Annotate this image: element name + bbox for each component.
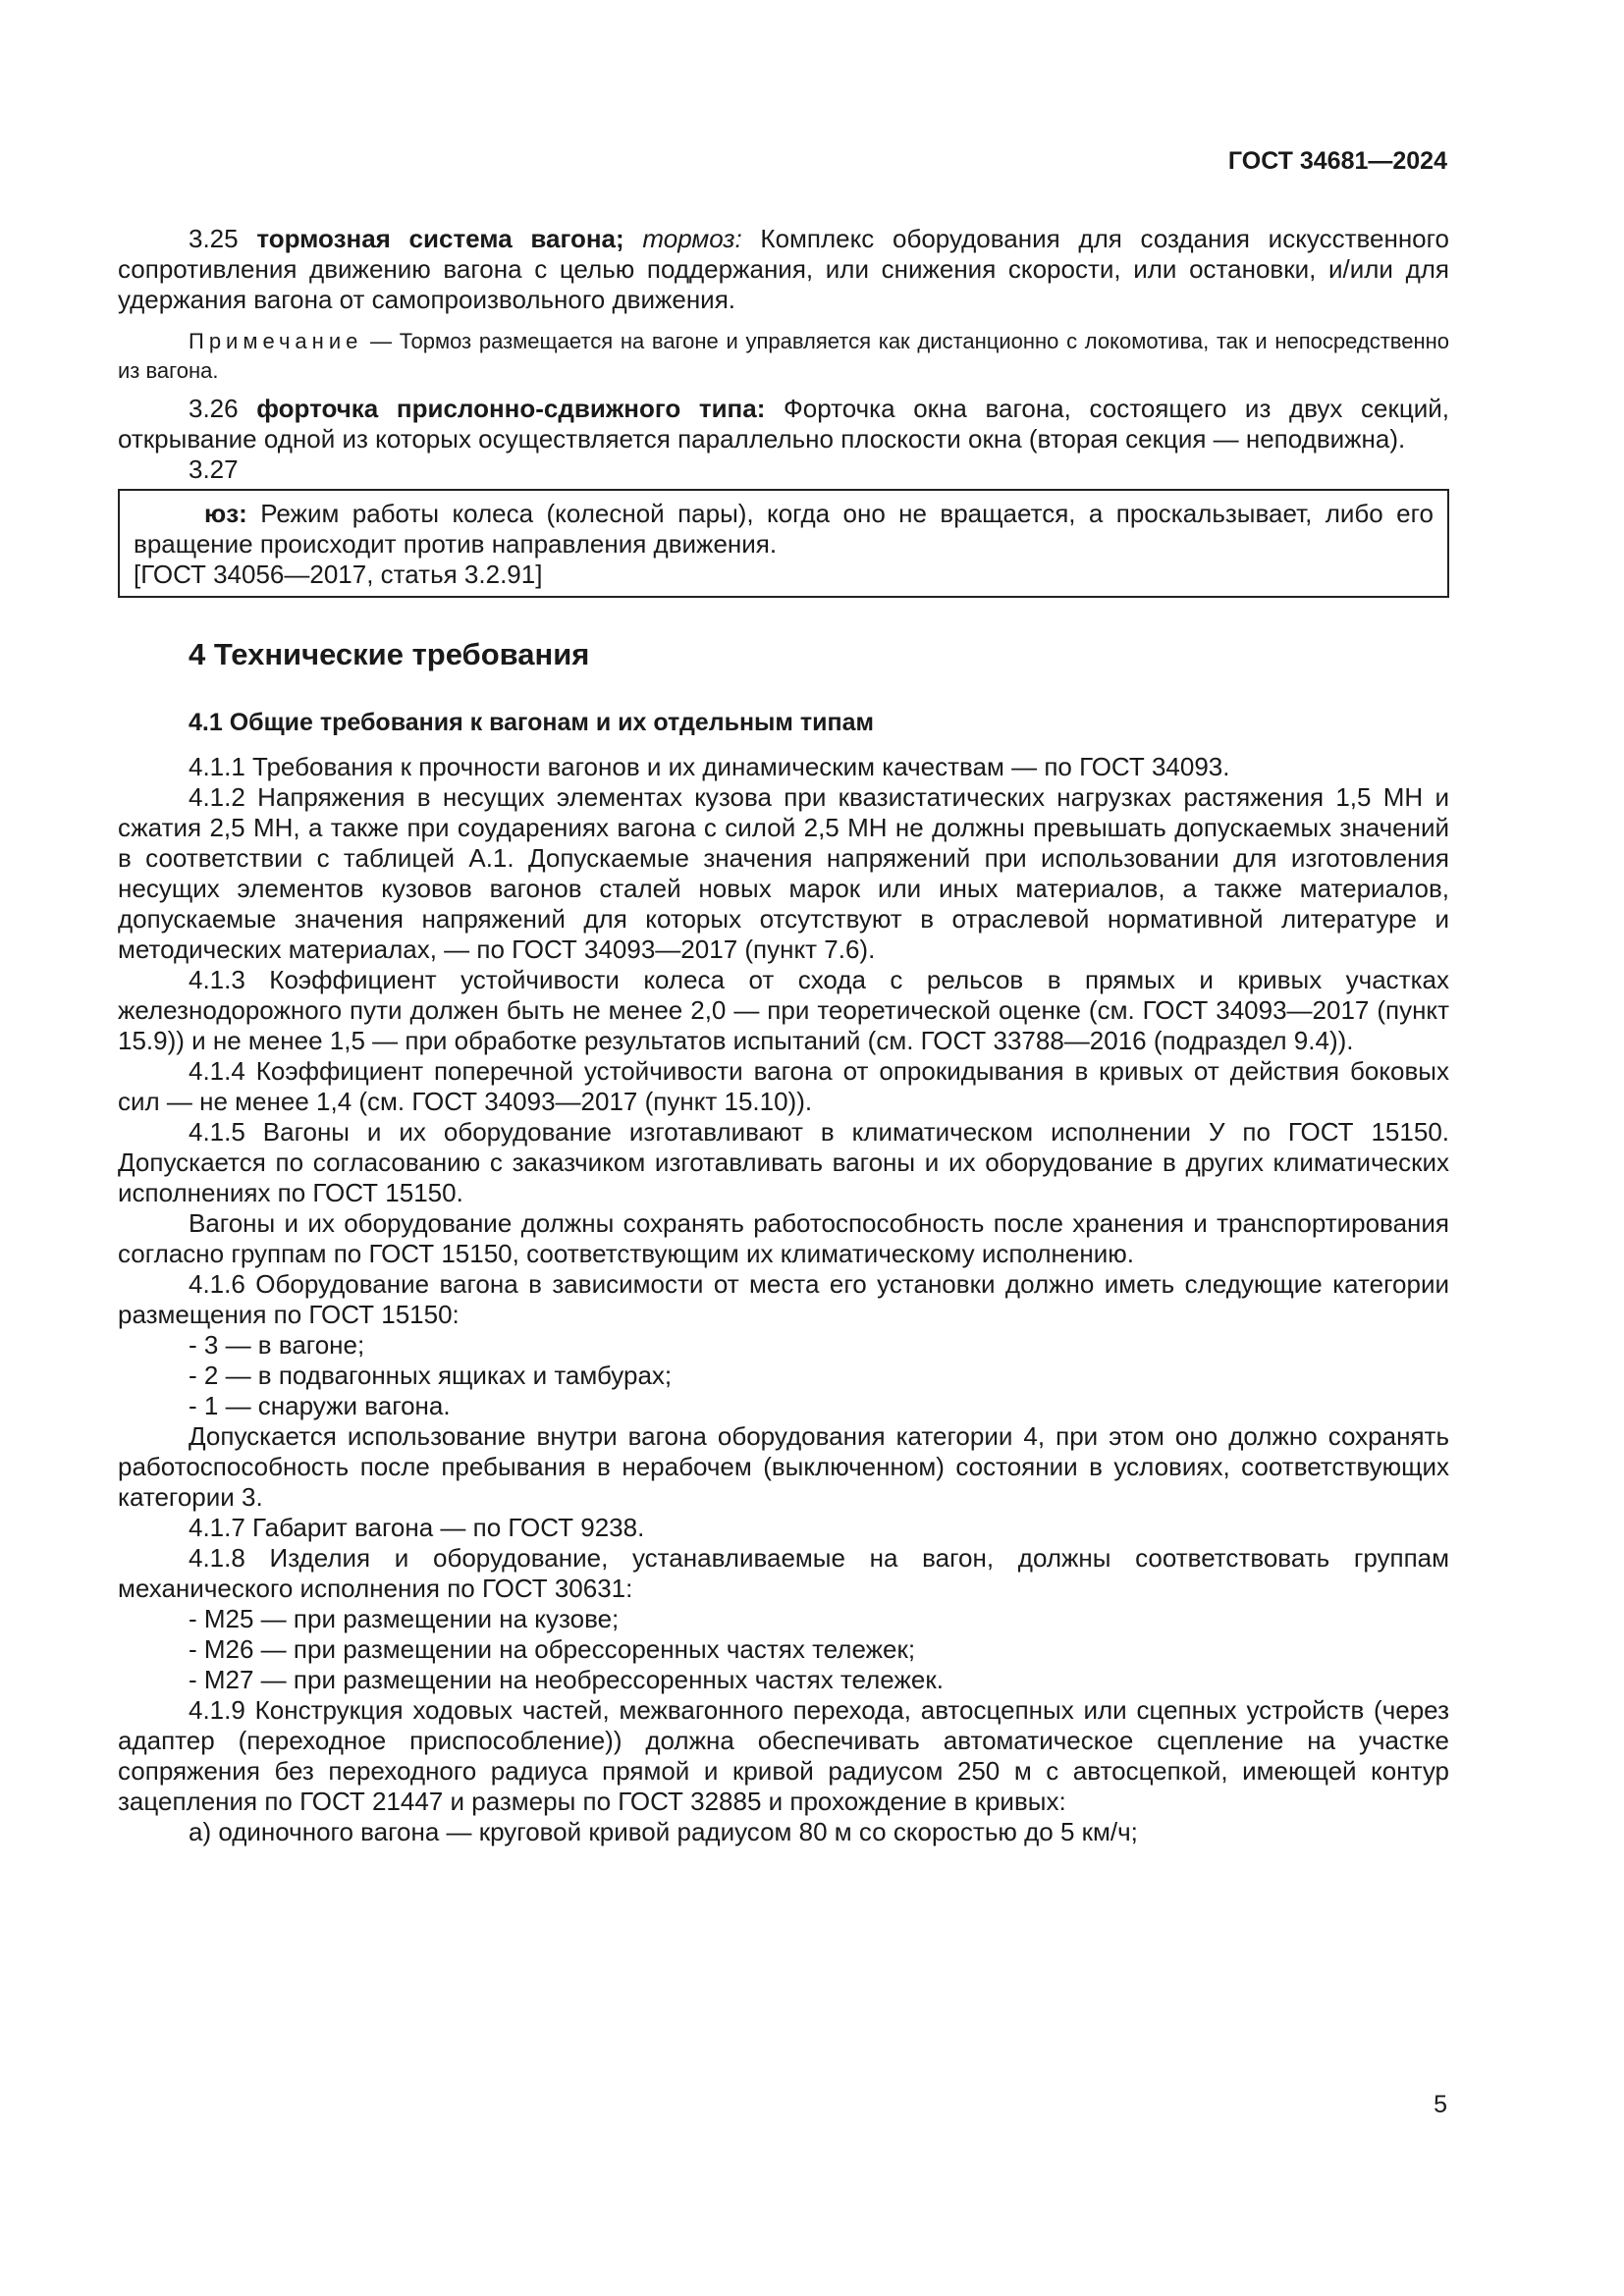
clause-4-1-1: 4.1.1 Требования к прочности вагонов и их динамическим качествам — по ГОСТ 34093. <box>189 752 1230 781</box>
list-item: - М25 — при размещении на кузове; <box>189 1604 620 1633</box>
note-label: Примечание <box>189 329 363 353</box>
page-number: 5 <box>1434 2091 1447 2118</box>
note-text: — Тормоз размещается на вагоне и управляется как дистанционно с локомотива, так и непосредственно из вагона. <box>118 329 1449 383</box>
page-content <box>118 224 1449 1847</box>
note-3-25 <box>118 327 1449 386</box>
list-item: - 2 — в подвагонных ящиках и тамбурах; <box>189 1361 673 1390</box>
definition-text: Форточка окна вагона, состоящего из двух секций, открывание одной из которых осуществляется параллельно плоскости окна (вторая секция — неподвижна). <box>118 394 1450 454</box>
definition-source: [ГОСТ 34056—2017, статья 3.2.91] <box>134 560 543 589</box>
clause-4-1-4: 4.1.4 Коэффициент поперечной устойчивости вагона от опрокидывания в кривых от действия боковых сил — не менее 1,4 (см. ГОСТ 34093—2017 (пункт 15.10)). <box>118 1056 1449 1116</box>
definition-number-3-27: 3.27 <box>189 454 239 484</box>
list-item: - 3 — в вагоне; <box>189 1330 365 1360</box>
definition-alt-term: тормоз: <box>623 224 742 253</box>
definition-term: форточка прислонно-сдвижного типа: <box>256 394 766 423</box>
clause-4-1-5: 4.1.5 Вагоны и их оборудование изготавливают в климатическом исполнении У по ГОСТ 15150. Допускается по согласованию с заказчиком изготавливать вагоны и их оборудование в других климатических исполнениях по ГОСТ 15150. <box>118 1117 1449 1207</box>
clause-4-1-3: 4.1.3 Коэффициент устойчивости колеса от схода с рельсов в прямых и кривых участках железнодорожного пути должен быть не менее 2,0 — при теоретической оценке (см. ГОСТ 34093—2017 (пункт 15.9)) и не менее 1,5 — при обработке результатов испытаний (см. ГОСТ 33788—2016 (подраздел 9.4)). <box>118 965 1449 1055</box>
definition-3-27 <box>134 499 1434 560</box>
clause-4-1-2: 4.1.2 Напряжения в несущих элементах кузова при квазистатических нагрузках растяжения 1,5 МН и сжатия 2,5 МН, а также при соударениях вагона с силой 2,5 МН не должны превышать допускаемых значений в соответствии с таблицей А.1. Допускаемые значения напряжений при использовании для изготовления несущих элементов кузовов вагонов сталей новых марок или иных материалов, а также материалов, допускаемые значения напряжений для которых отсутствуют в отраслевой нормативной литературе и методических материалах, — по ГОСТ 34093—2017 (пункт 7.6). <box>118 782 1449 964</box>
clause-4-1-9: 4.1.9 Конструкция ходовых частей, межвагонного перехода, автосцепных или сцепных устройств (через адаптер (переходное приспособление)) должна обеспечивать автоматическое сцепление на участке сопряжения без переходного радиуса прямой и кривой радиусом 250 м с автосцепкой, имеющей контур зацепления по ГОСТ 21447 и размеры по ГОСТ 32885 и прохождение в кривых: <box>118 1695 1449 1816</box>
definition-box-3-27 <box>118 489 1449 598</box>
clause-4-1-6-continued: Допускается использование внутри вагона оборудования категории 4, при этом оно должно сохранять работоспособность после пребывания в нерабочем (выключенном) состоянии в условиях, соответствующих категории 3. <box>118 1421 1449 1512</box>
clause-4-1-5-continued: Вагоны и их оборудование должны сохранять работоспособность после хранения и транспортирования согласно группам по ГОСТ 15150, соответствующим их климатическому исполнению. <box>118 1208 1449 1268</box>
definition-3-25 <box>118 224 1449 315</box>
definition-term: юз: <box>204 499 247 528</box>
definition-number: 3.25 <box>189 224 257 253</box>
list-item: - М26 — при размещении на обрессоренных частях тележек; <box>189 1634 916 1664</box>
definition-3-26 <box>118 394 1449 454</box>
definition-term: тормозная система вагона; <box>256 224 624 253</box>
subsection-title: 4.1 Общие требования к вагонам и их отдельным типам <box>189 709 874 736</box>
definition-text: Комплекс оборудования для создания искусственного сопротивления движению вагона с целью поддержания, или снижения скорости, или остановки, и/или для удержания вагона от самопроизвольного движения. <box>118 224 1450 314</box>
list-item: - М27 — при размещении на необрессоренных частях тележек. <box>189 1665 944 1694</box>
definition-number: 3.26 <box>189 394 257 423</box>
standard-designation: ГОСТ 34681—2024 <box>1227 147 1447 175</box>
section-title: 4 Технические требования <box>189 637 590 671</box>
clause-4-1-7: 4.1.7 Габарит вагона — по ГОСТ 9238. <box>189 1513 645 1542</box>
clause-4-1-8: 4.1.8 Изделия и оборудование, устанавливаемые на вагон, должны соответствовать группам механического исполнения по ГОСТ 30631: <box>118 1543 1449 1603</box>
definition-text: Режим работы колеса (колесной пары), когда оно не вращается, а проскальзывает, либо его вращение происходит против направления движения. <box>134 499 1434 559</box>
clause-4-1-6: 4.1.6 Оборудование вагона в зависимости от места его установки должно иметь следующие категории размещения по ГОСТ 15150: <box>118 1269 1449 1329</box>
clause-4-1-9-a: а) одиночного вагона — круговой кривой радиусом 80 м со скоростью до 5 км/ч; <box>189 1817 1138 1846</box>
list-item: - 1 — снаружи вагона. <box>189 1391 451 1420</box>
